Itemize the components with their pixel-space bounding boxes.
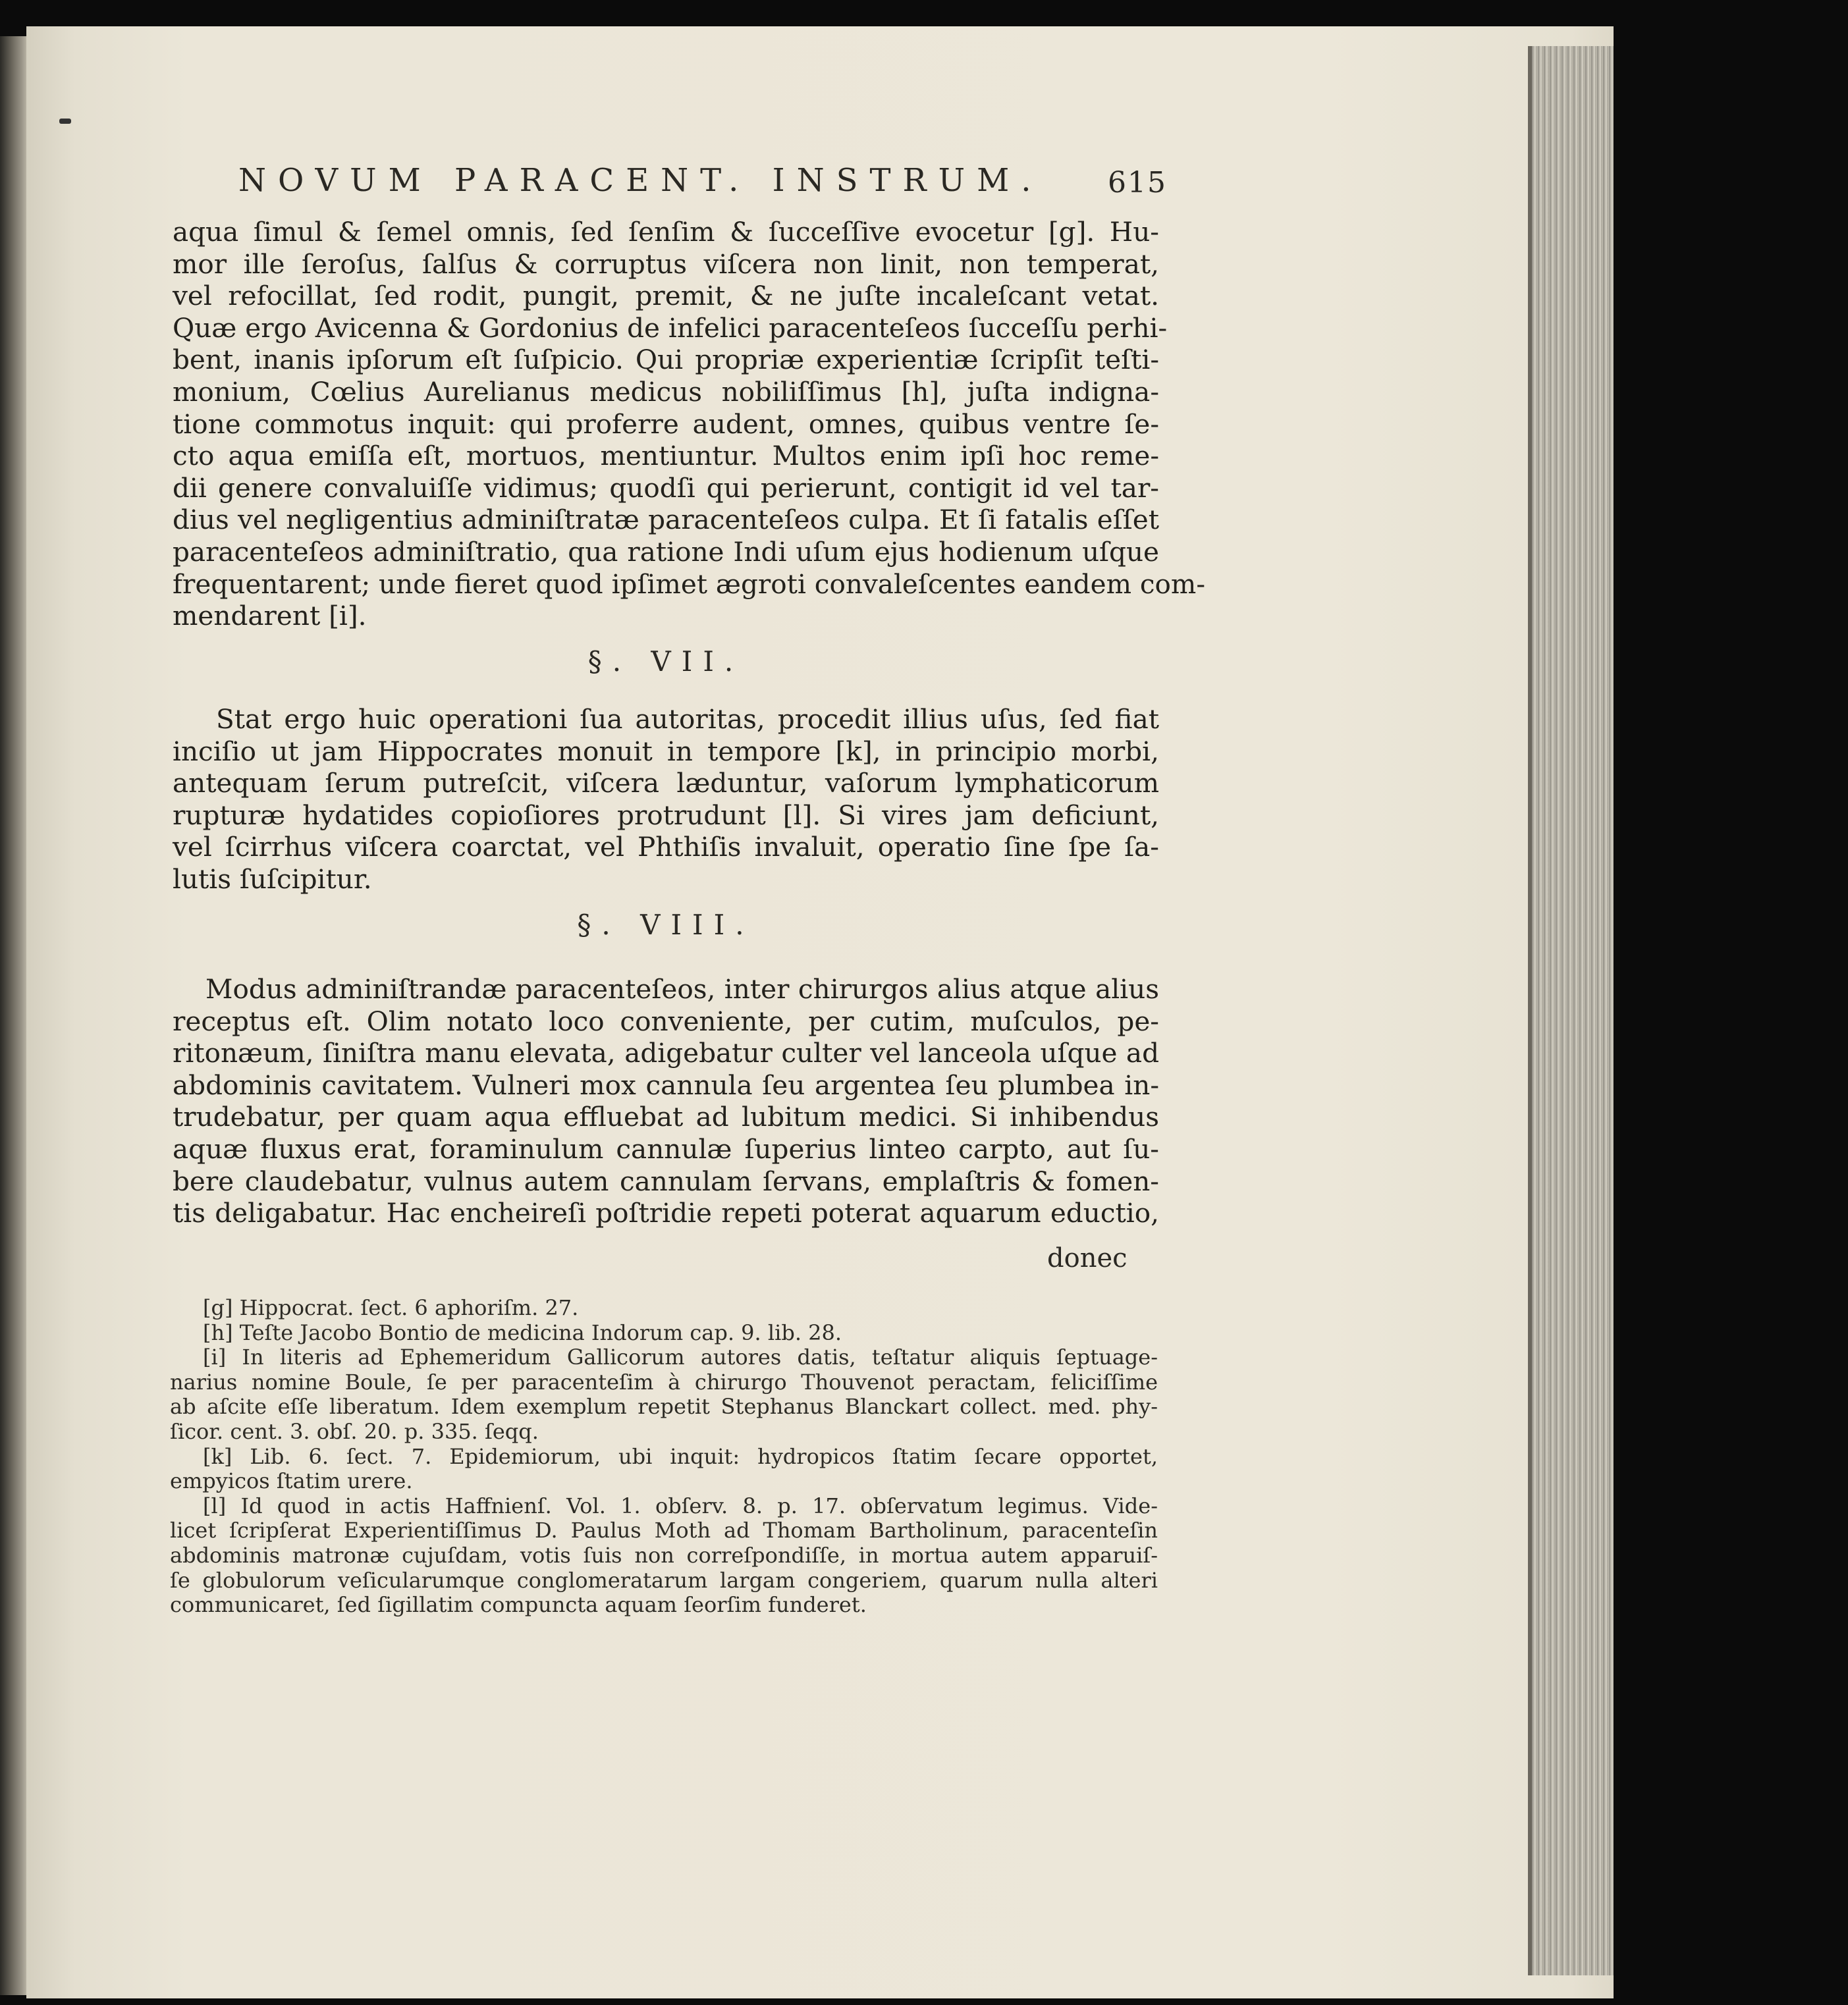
text-line: receptus eſt. Olim notato loco conveniente, per cutim, muſculos, pe- [173, 1005, 1159, 1037]
footnote-line: ſe globulorum veſicularumque conglomeratarum largam congeriem, quarum nulla alteri [170, 1567, 1158, 1593]
footnote-line: abdominis matronæ cujuſdam, votis ſuis non correſpondiſſe, in mortua autem apparuiſ- [170, 1542, 1158, 1568]
footnote-line: [i] In literis ad Ephemeridum Gallicorum autores datis, teſtatur aliquis ſeptuage- [203, 1345, 1158, 1370]
text-line: antequam ſerum putreſcit, viſcera læduntur, vaſorum lymphaticorum [173, 767, 1159, 799]
text-line: dius vel negligentius adminiſtratæ paracenteſeos culpa. Et ſi fatalis eſſet [173, 504, 1159, 536]
paragraph-1 [173, 216, 1206, 632]
text-line: vel refocillat, ſed rodit, pungit, premit, & ne juſte incaleſcant vetat. [173, 280, 1159, 312]
text-line: lutis ſuſcipitur. [173, 863, 372, 895]
text-line: ritonæum, ſiniſtra manu elevata, adigebatur culter vel lanceola uſque ad [173, 1037, 1159, 1069]
paragraph-2 [173, 703, 1159, 896]
catchword: donec [1047, 1243, 1128, 1273]
text-line: tione commotus inquit: qui proferre audent, omnes, quibus ventre ſe- [173, 408, 1159, 440]
section-heading-viii: §. VIII. [577, 909, 755, 941]
text-line: vel ſcirrhus viſcera coarctat, vel Phthiſis invaluit, operatio ſine ſpe ſa- [173, 831, 1159, 863]
text-line: aqua ſimul & ſemel omnis, ſed ſenſim & ſucceſſive evocetur [g]. Hu- [173, 216, 1159, 248]
footnote-h [170, 1321, 1158, 1346]
footnote-line: empyicos ſtatim urere. [170, 1468, 413, 1494]
text-line: paracenteſeos adminiſtratio, qua ratione Indi uſum ejus hodienum uſque [173, 535, 1159, 568]
text-line: Modus adminiſtrandæ paracenteſeos, inter chirurgos alius atque alius [205, 973, 1159, 1005]
text-line: rupturæ hydatides copioſiores protrudunt [l]. Si vires jam deficiunt, [173, 799, 1159, 831]
footnote-line: [l] Id quod in actis Haffnienſ. Vol. 1. obſerv. 8. p. 17. obſervatum legimus. Vide- [203, 1493, 1158, 1518]
text-line: abdominis cavitatem. Vulneri mox cannula ſeu argentea ſeu plumbea in- [173, 1069, 1159, 1101]
text-line: Stat ergo huic operationi ſua autoritas, procedit illius uſus, ſed fiat [216, 703, 1159, 735]
text-line: mor ille ſeroſus, ſalſus & corruptus viſcera non linit, non temperat, [173, 248, 1159, 280]
ink-mark [59, 119, 71, 124]
running-head-title: NOVUM PARACENT. INSTRUM. [238, 162, 1043, 199]
footnote-line: [g] Hippocrat. ſect. 6 aphoriſm. 27. [203, 1295, 579, 1320]
running-head [238, 162, 1167, 200]
text-line: Quæ ergo Avicenna & Gordonius de infelici paracenteſeos ſucceſſu perhi- [173, 311, 1168, 344]
text-line: cto aqua emiſſa eſt, mortuos, mentiuntur. Multos enim ipſi hoc reme- [173, 440, 1159, 472]
section-heading-vii: §. VII. [587, 645, 744, 678]
footnotes [170, 1296, 1158, 1618]
footnote-k [170, 1445, 1158, 1494]
footnote-line: [h] Teſte Jacobo Bontio de medicina Indorum cap. 9. lib. 28. [203, 1320, 842, 1345]
paragraph-3 [173, 973, 1159, 1229]
text-line: bere claudebatur, vulnus autem cannulam ſervans, emplaſtris & fomen- [173, 1165, 1159, 1197]
footnote-line: licet ſcripſerat Experientiſſimus D. Paulus Moth ad Thomam Bartholinum, paracenteſin [170, 1518, 1158, 1543]
page-number: 615 [1108, 166, 1167, 200]
text-line: dii genere convaluiſſe vidimus; quodſi qui perierunt, contigit id vel tar- [173, 471, 1159, 504]
footnote-line: communicaret, ſed ſigillatim compuncta aquam ſeorſim funderet. [170, 1592, 867, 1618]
text-line: bent, inanis ipſorum eſt ſuſpicio. Qui propriæ experientiæ ſcripſit teſti- [173, 344, 1159, 376]
footnote-line: narius nomine Boule, ſe per paracenteſim à chirurgo Thouvenot peractam, feliciſſime [170, 1369, 1158, 1395]
text-line: frequentarent; unde fieret quod ipſimet ægroti convaleſcentes eandem com- [173, 568, 1206, 600]
footnote-i [170, 1345, 1158, 1444]
background-shadow [1614, 26, 1848, 2005]
footnote-line: [k] Lib. 6. ſect. 7. Epidemiorum, ubi inquit: hydropicos ſtatim ſecare opportet, [203, 1443, 1158, 1469]
text-line: inciſio ut jam Hippocrates monuit in tempore [k], in principio morbi, [173, 735, 1159, 767]
text-line: mendarent [i]. [173, 600, 367, 632]
footnote-line: ſicor. cent. 3. obſ. 20. p. 335. ſeqq. [170, 1418, 539, 1444]
text-line: aquæ fluxus erat, foraminulum cannulæ ſuperius linteo carpto, aut ſu- [173, 1133, 1159, 1165]
text-line: tis deligabatur. Hac encheireſi poſtridie repeti poterat aquarum eductio, [173, 1197, 1159, 1229]
footnote-line: ab aſcite eſſe liberatum. Idem exemplum repetit Stephanus Blanckart collect. med. phy- [170, 1394, 1158, 1420]
page-edges [1528, 46, 1617, 1975]
footnote-l [170, 1494, 1158, 1618]
text-line: monium, Cœlius Aurelianus medicus nobiliſſimus [h], juſta indigna- [173, 375, 1159, 408]
footnote-g [170, 1296, 1158, 1321]
text-line: trudebatur, per quam aqua effluebat ad lubitum medici. Si inhibendus [173, 1101, 1159, 1133]
